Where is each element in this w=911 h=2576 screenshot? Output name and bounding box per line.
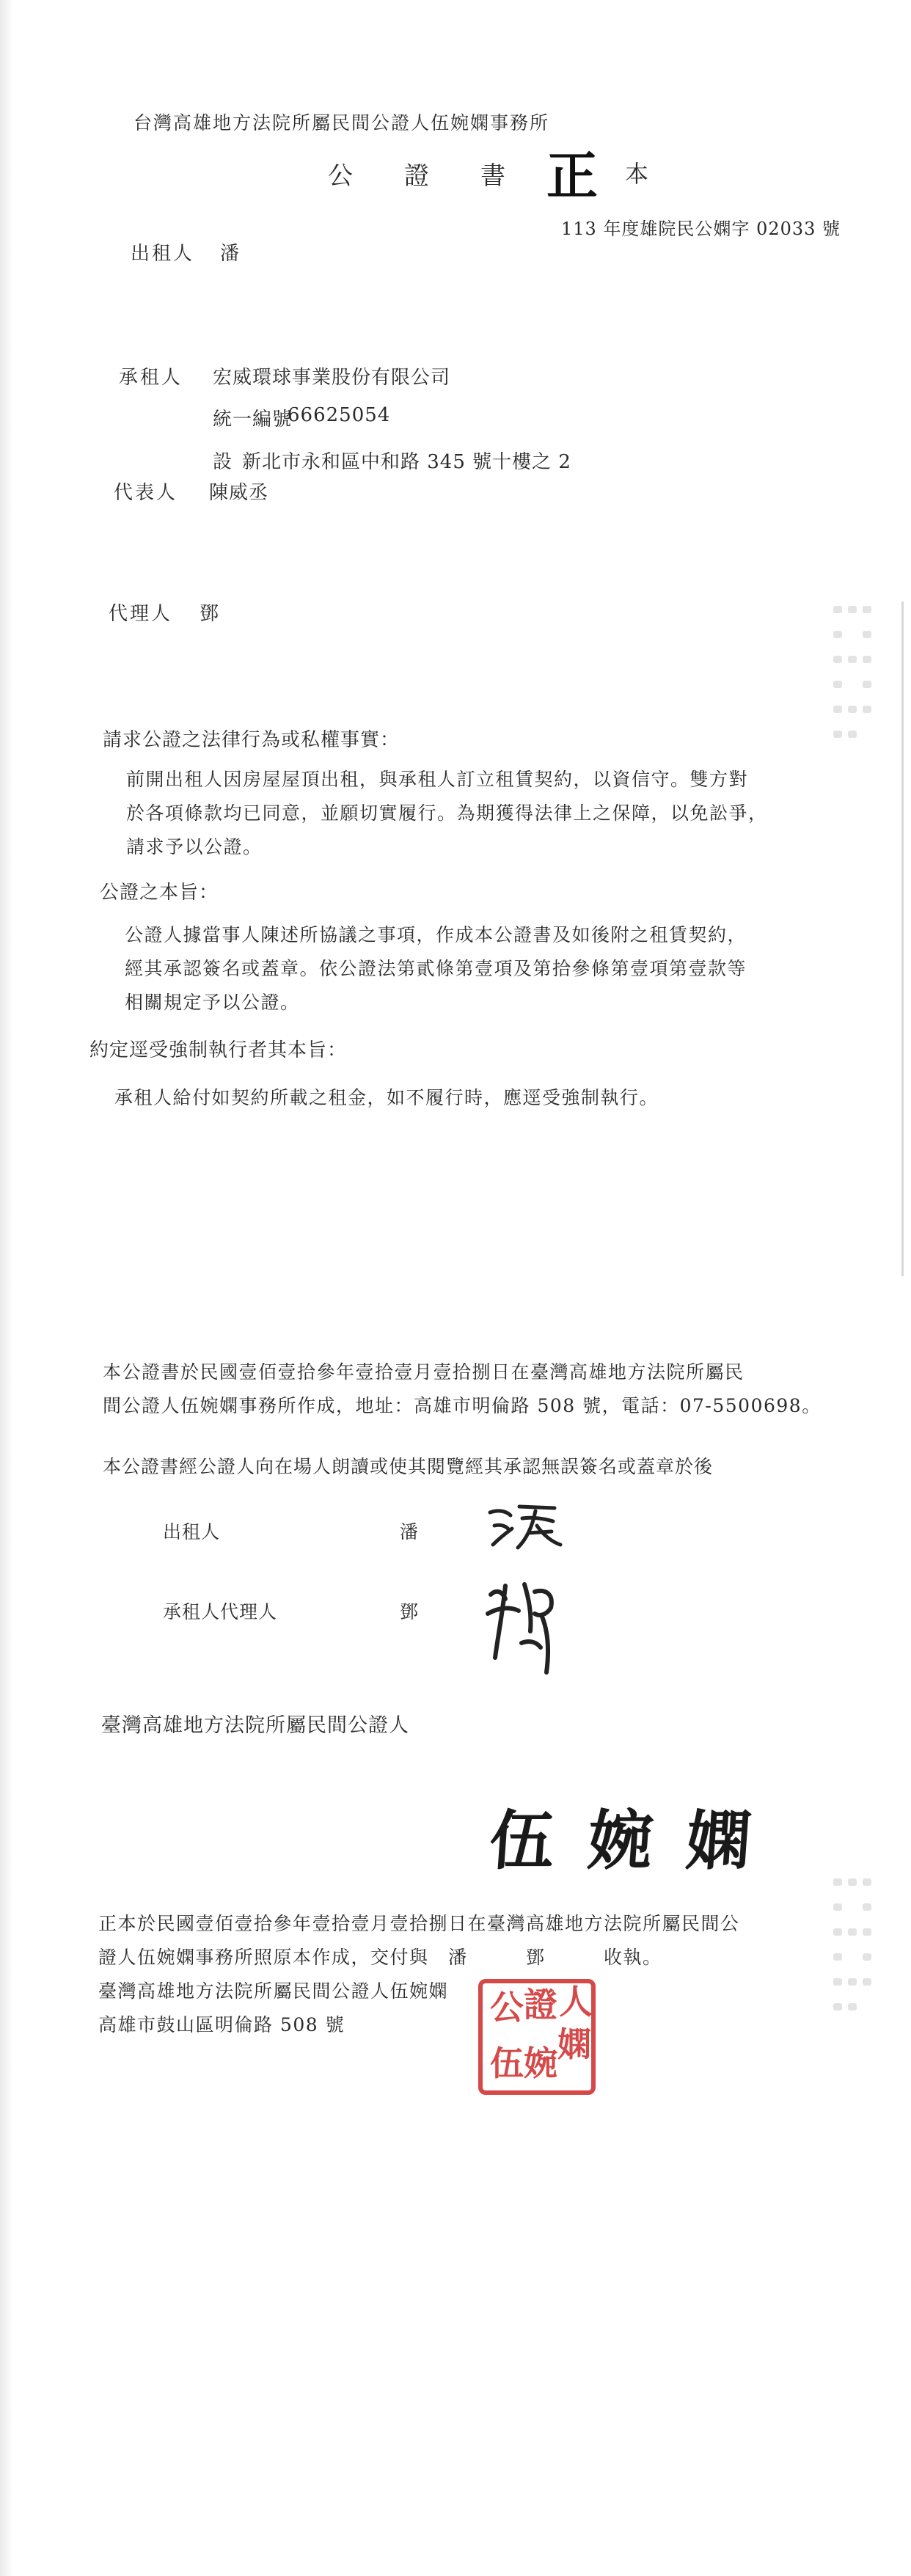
title-suffix: 本 — [625, 160, 650, 188]
lessor-name: 潘 — [220, 243, 241, 265]
scan-shadow-left — [0, 0, 13, 2576]
document-title: 公證書 — [328, 161, 557, 191]
section-heading-purpose: 公證之本旨： — [100, 882, 219, 904]
body-line: 臺灣高雄地方法院所屬民間公證人伍婉嫻 — [98, 1980, 449, 2002]
body-line: 前開出租人因房屋屋頂出租，與承租人訂立租賃契約，以資信守。雙方對 — [126, 769, 749, 790]
body-line: 高雄市鼓山區明倫路 508 號 — [98, 2014, 345, 2035]
body-line: 證人伍婉嫻事務所照原本作成，交付與 潘 鄧 收執。 — [98, 1947, 662, 1968]
agent-name: 鄧 — [200, 603, 220, 625]
lessor-handwritten-signature — [484, 1496, 565, 1558]
body-line: 經其承認簽名或蓋章。依公證法第貳條第壹項及第拾參條第壹項第壹款等 — [125, 958, 747, 979]
section-body-legal-act — [126, 763, 768, 864]
closing-statement — [103, 1355, 822, 1423]
lessee-address-label: 設 — [213, 451, 233, 473]
binder-holes-lower — [830, 1874, 874, 2021]
notary-court-line: 臺灣高雄地方法院所屬民間公證人 — [101, 1714, 409, 1737]
signature-lessor-name: 潘 — [400, 1521, 420, 1543]
body-line: 於各項條款均已同意，並願切實履行。為期獲得法律上之保障，以免訟爭， — [126, 802, 768, 824]
signature-agent-label: 承租人代理人 — [163, 1601, 278, 1622]
agent-handwritten-signature — [480, 1570, 576, 1683]
scan-shadow-right — [901, 601, 904, 1276]
section-body-purpose — [125, 918, 747, 1020]
section-heading-legal-act: 請求公證之法律行為或私權事實： — [103, 729, 400, 751]
read-statement: 本公證書經公證人向在場人朗讀或使其閱覽經其承認無誤簽名或蓋章於後 — [103, 1456, 714, 1477]
signature-agent-name: 鄧 — [400, 1601, 420, 1622]
signature-lessor-label: 出租人 — [163, 1521, 221, 1543]
lessee-name: 宏威環球事業股份有限公司 — [213, 367, 451, 389]
office-header: 台灣高雄地方法院所屬民間公證人伍婉嫻事務所 — [133, 112, 550, 133]
lessor-label: 出租人 — [131, 243, 195, 265]
section-body-enforcement — [114, 1081, 659, 1115]
body-line: 請求予以公證。 — [126, 836, 263, 857]
representative-label: 代表人 — [114, 482, 178, 504]
notary-red-seal: 公 證 人 伍 婉 嫻 — [478, 1979, 596, 2095]
body-line: 本公證書於民國壹佰壹拾參年壹拾壹月壹拾捌日在臺灣高雄地方法院所屬民 — [103, 1361, 744, 1383]
section-heading-enforcement: 約定逕受強制執行者其本旨： — [89, 1039, 348, 1061]
lessee-tax-id-label: 統一編號 — [213, 409, 293, 431]
representative-name: 陳威丞 — [209, 482, 269, 504]
document-number: 113 年度雄院民公嫻字 02033 號 — [561, 219, 841, 239]
copy-note — [98, 1907, 740, 2042]
body-line: 正本於民國壹佰壹拾參年壹拾壹月壹拾捌日在臺灣高雄地方法院所屬民間公 — [98, 1913, 740, 1934]
lessee-tax-id: 66625054 — [288, 404, 391, 426]
binder-holes-upper — [830, 601, 874, 748]
agent-label: 代理人 — [109, 603, 173, 625]
body-line: 公證人據當事人陳述所協議之事項，作成本公證書及如後附之租賃契約， — [125, 924, 747, 945]
body-line: 間公證人伍婉嫻事務所作成，地址：高雄市明倫路 508 號，電話：07-5500698。 — [103, 1395, 822, 1416]
notary-name-signature: 伍婉嫻 — [486, 1802, 788, 1878]
body-line: 相關規定予以公證。 — [125, 992, 300, 1013]
body-line: 承租人給付如契約所載之租金，如不履行時，應逕受強制執行。 — [114, 1087, 659, 1108]
original-copy-stamp: 正 — [546, 145, 598, 206]
lessee-address: 新北市永和區中和路 345 號十樓之 2 — [242, 451, 571, 473]
lessee-label: 承租人 — [119, 367, 183, 389]
